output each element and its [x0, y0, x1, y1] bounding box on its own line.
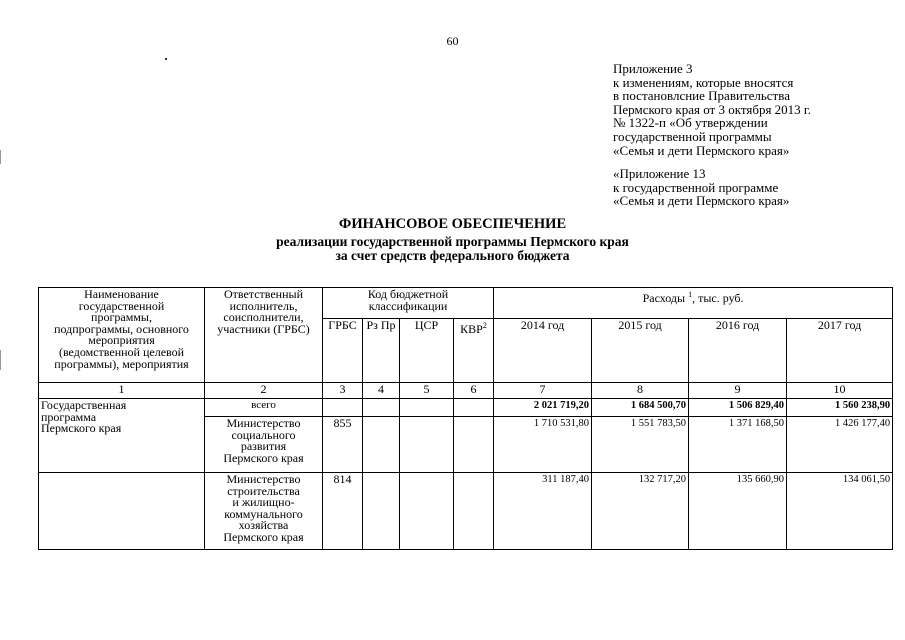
column-number: 6 — [454, 383, 494, 399]
column-number: 3 — [323, 383, 363, 399]
value-cell: 1 560 238,90 — [787, 399, 893, 417]
grbs-cell — [323, 399, 363, 417]
program-name-cell — [39, 473, 205, 550]
header-csr: ЦСР — [400, 319, 454, 383]
grbs-cell: 855 — [323, 417, 363, 473]
value-cell: 1 684 500,70 — [592, 399, 689, 417]
annex-block — [613, 62, 811, 208]
header-executor: Ответственный исполнитель, соисполнители, участники (ГРБС) — [205, 288, 323, 383]
margin-mark — [0, 150, 1, 164]
executor-cell: всего — [205, 399, 323, 417]
csr-cell — [400, 417, 454, 473]
csr-cell — [400, 473, 454, 550]
scan-speck — [165, 58, 167, 60]
kvr-cell — [454, 473, 494, 550]
executor-cell: Министерство социального развития Пермского края — [205, 417, 323, 473]
program-name-cell: Государственная программа Пермского края — [39, 399, 205, 473]
value-cell: 1 371 168,50 — [689, 417, 787, 473]
table-row — [39, 473, 893, 550]
value-cell: 1 426 177,40 — [787, 417, 893, 473]
csr-cell — [400, 399, 454, 417]
column-number: 2 — [205, 383, 323, 399]
value-cell: 1 551 783,50 — [592, 417, 689, 473]
page-number: 60 — [446, 34, 459, 48]
value-cell: 1 506 829,40 — [689, 399, 787, 417]
rzpr-cell — [363, 399, 400, 417]
value-cell: 311 187,40 — [494, 473, 592, 550]
executor-cell: Министерство строительства и жилищно- коммунального хозяйства Пермского края — [205, 473, 323, 550]
margin-mark — [0, 350, 1, 370]
annex-line: к изменениям, которые вносятся — [613, 74, 794, 90]
annex-line: в постановлсние Правительства — [613, 88, 790, 104]
annex-line: «Семья и дети Пермского края» — [613, 193, 790, 209]
table-row — [39, 399, 893, 417]
value-cell: 135 660,90 — [689, 473, 787, 550]
header-budget-code: Код бюджетной классификации — [323, 288, 494, 319]
value-cell: 134 061,50 — [787, 473, 893, 550]
rzpr-cell — [363, 417, 400, 473]
annex-line: Приложение 3 — [613, 61, 693, 76]
subtitle-line: реализации государственной программы Пермского края — [276, 234, 629, 249]
header-year: 2017 год — [787, 319, 893, 383]
column-number: 10 — [787, 383, 893, 399]
annex-line: «Семья и дети Пермского края» — [613, 142, 790, 158]
header-rzpr: Рз Пр — [363, 319, 400, 383]
column-number: 7 — [494, 383, 592, 399]
header-year: 2015 год — [592, 319, 689, 383]
value-cell: 2 021 719,20 — [494, 399, 592, 417]
column-number: 4 — [363, 383, 400, 399]
subtitle-line: за счет средств федерального бюджета — [335, 248, 570, 263]
value-cell: 132 717,20 — [592, 473, 689, 550]
annex-line: к государственной программе — [613, 179, 779, 195]
header-year: 2014 год — [494, 319, 592, 383]
header-kvr: КВР$^2$ — [454, 319, 494, 383]
document-title: ФИНАНСОВОЕ ОБЕСПЕЧЕНИЕ — [338, 216, 567, 232]
rzpr-cell — [363, 473, 400, 550]
document-subtitle — [0, 235, 905, 263]
value-cell: 1 710 531,80 — [494, 417, 592, 473]
column-number-row — [39, 383, 893, 399]
header-expenses: Расходы $^1$, тыс. руб. — [494, 288, 893, 319]
kvr-cell — [454, 399, 494, 417]
annex-line: Пермского края от 3 октября 2013 г. — [613, 101, 812, 117]
annex-line: «Приложение 13 — [613, 166, 706, 182]
header-program-name: Наименование государственной программы, подпрограммы, основного мероприятия (ведомственной целевой программы), мероприятия — [39, 288, 205, 383]
annex-line: № 1322-п «Об утверждении — [613, 115, 768, 131]
column-number: 5 — [400, 383, 454, 399]
annex-line: государственной программы — [613, 128, 772, 144]
column-number: 1 — [39, 383, 205, 399]
grbs-cell: 814 — [323, 473, 363, 550]
kvr-cell — [454, 417, 494, 473]
column-number: 8 — [592, 383, 689, 399]
header-grbs: ГРБС — [323, 319, 363, 383]
header-row — [39, 288, 893, 319]
header-year: 2016 год — [689, 319, 787, 383]
financing-table — [38, 287, 893, 550]
column-number: 9 — [689, 383, 787, 399]
